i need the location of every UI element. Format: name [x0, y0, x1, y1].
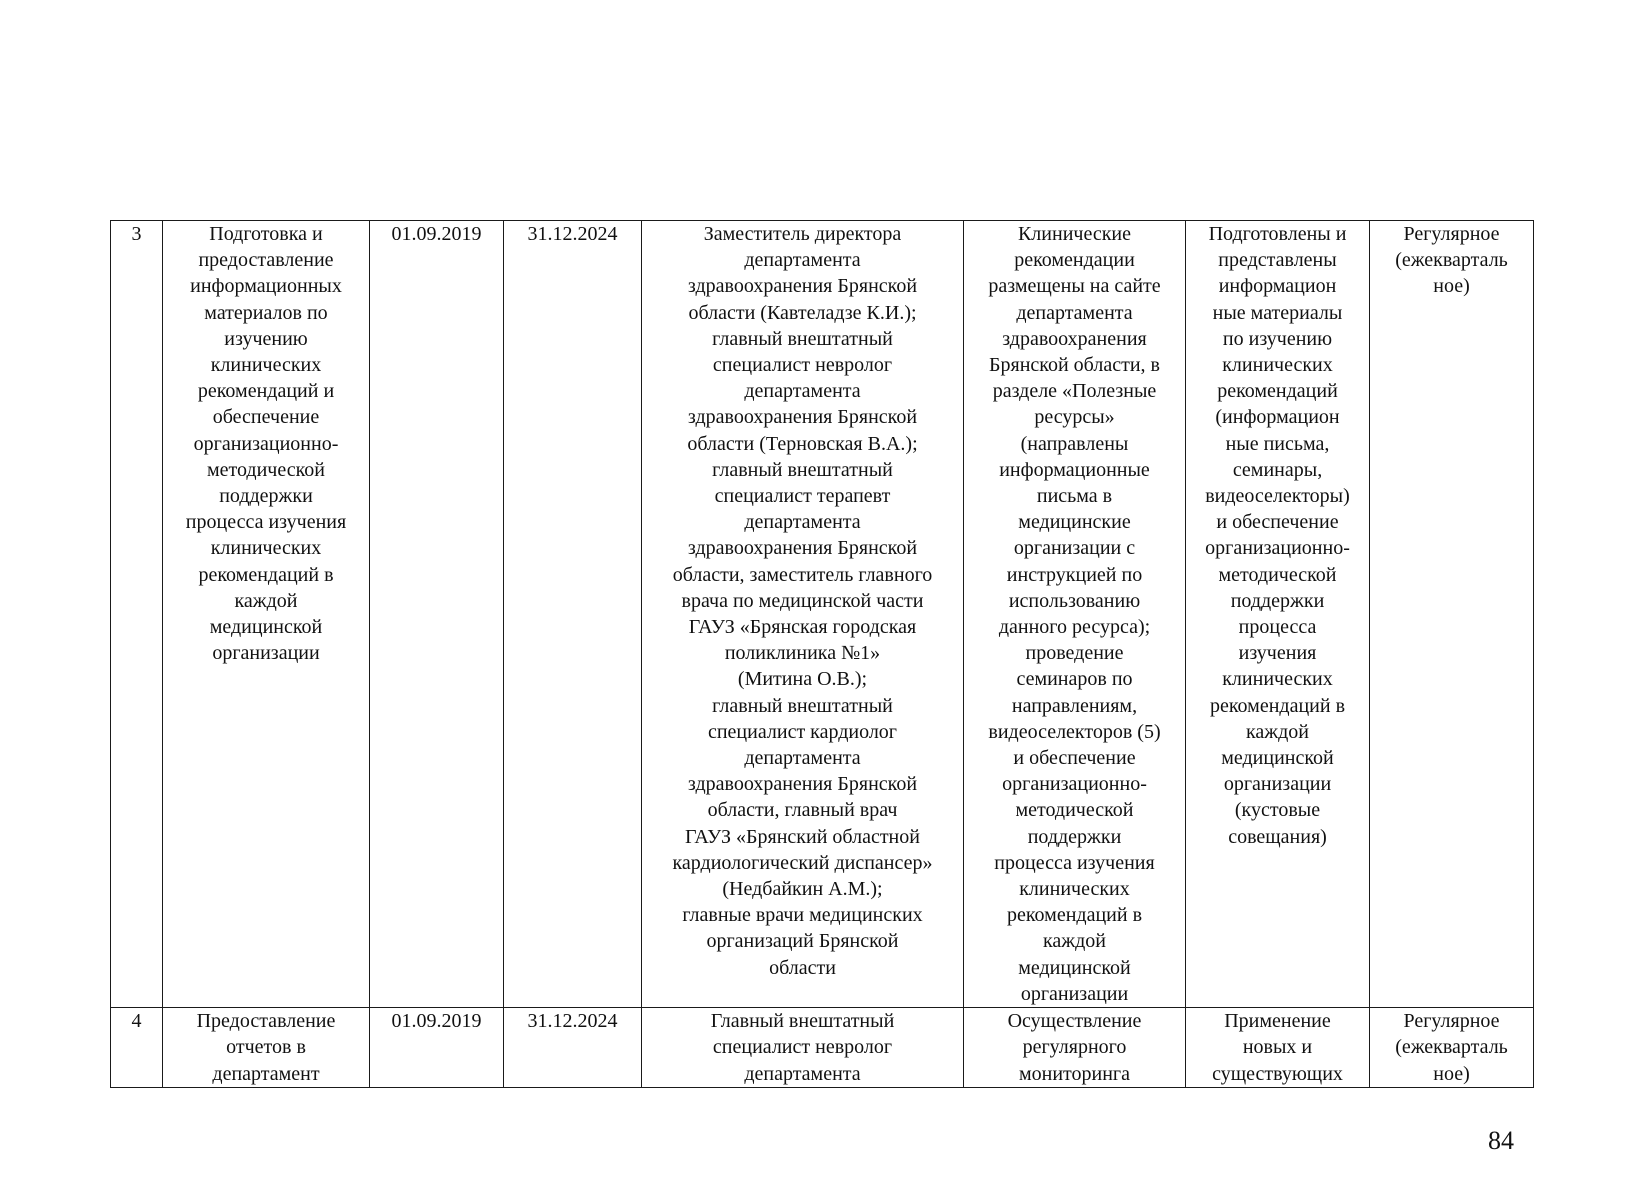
cell-text-line: инструкцией по	[1006, 563, 1143, 586]
row-number-cell: 4	[111, 1008, 163, 1088]
cell-text-line: медицинские	[1018, 511, 1131, 534]
cell-text-line: здравоохранения Брянской	[687, 275, 918, 298]
cell-text-line: каждой	[1246, 720, 1309, 743]
cell-text-line: главный внештатный	[712, 327, 893, 350]
cell-text-line: департамента	[744, 380, 861, 403]
cell-text-line: клинических	[210, 537, 322, 560]
cell-text-line: изучению	[224, 327, 308, 350]
cell-text-line: ное)	[1433, 1062, 1470, 1085]
cell-text-line: Главный внештатный	[710, 1010, 895, 1033]
cell-text-line: организационно-	[1002, 773, 1147, 796]
cell-text-line: области, заместитель главного	[672, 563, 933, 586]
cell-text-line: новых и	[1242, 1036, 1313, 1059]
cell-text-line: использованию	[1008, 589, 1141, 612]
cell-text-line: поддержки	[219, 485, 313, 508]
cell-text-line: Регулярное	[1403, 223, 1500, 245]
cell-text-line: (ежекварталь	[1395, 1036, 1508, 1059]
cell-text-line: организационно-	[193, 432, 339, 455]
cell-text-line: информационных	[190, 275, 342, 298]
cell-text-line: департамента	[744, 747, 861, 770]
cell-text-line: каждой	[234, 589, 298, 612]
cell-text-line: Применение	[1224, 1010, 1331, 1033]
cell-text-line: здравоохранения Брянской	[687, 773, 918, 796]
cell-text-line: Клинические	[1017, 223, 1132, 245]
cell-text-line: рекомендаций в	[1209, 694, 1346, 717]
cell-text-line: департамента	[1016, 301, 1133, 324]
activity-title-cell	[163, 1008, 370, 1088]
cell-text-line: специалист невролог	[712, 1036, 893, 1059]
cell-text-line: области, главный врач	[707, 799, 898, 822]
indicator-cell	[964, 1008, 1186, 1088]
cell-text-line: обеспечение	[212, 406, 320, 429]
cell-text-line: клинических	[210, 354, 322, 377]
activity-plan-sheet	[110, 220, 1533, 1087]
cell-text-line: (кустовые	[1234, 799, 1321, 822]
cell-text-line: существующих	[1212, 1062, 1343, 1085]
cell-text-line: ное)	[1433, 275, 1470, 298]
cell-text-line: организации	[212, 642, 320, 665]
cell-text-line: клинических	[1222, 668, 1333, 691]
cell-text-line: материалов по	[204, 301, 328, 324]
cell-text-line: Регулярное	[1403, 1010, 1500, 1033]
cell-text-line: Подготовлены и	[1208, 223, 1347, 245]
cell-text-line: направлениям,	[1011, 694, 1138, 717]
row-number-cell: 3	[111, 221, 163, 1008]
cell-text-line: специалист невролог	[712, 354, 893, 377]
cell-text-line: регулярного	[1022, 1036, 1127, 1059]
cell-text-line: ГАУЗ «Брянская городская	[688, 616, 917, 639]
cell-text-line: ресурсы»	[1034, 406, 1115, 429]
cell-text-line: проведение	[1025, 642, 1124, 665]
indicator-cell	[964, 221, 1186, 1008]
cell-text-line: (Митина О.В.);	[737, 668, 868, 691]
cell-text-line: видеоселекторы)	[1205, 485, 1350, 508]
frequency-cell	[1370, 221, 1534, 1008]
cell-text-line: главные врачи медицинских	[682, 904, 923, 927]
cell-text-line: главный внештатный	[712, 694, 893, 717]
cell-text-line: здравоохранения Брянской	[687, 406, 918, 429]
cell-text-line: мониторинга	[1018, 1062, 1131, 1085]
cell-text-line: рекомендаций	[1217, 380, 1338, 403]
cell-text-line: (направлены	[1020, 432, 1129, 455]
cell-text-line: методической	[1218, 563, 1337, 586]
cell-text-line: семинаров по	[1016, 668, 1133, 691]
cell-text-line: области (Терновская В.А.);	[687, 432, 918, 455]
cell-text-line: процесса изучения	[185, 511, 347, 534]
cell-text-line: ные письма,	[1225, 432, 1330, 455]
responsible-cell	[642, 1008, 964, 1088]
cell-text-line: кардиологический диспансер»	[672, 851, 933, 874]
cell-text-line: по изучению	[1222, 327, 1333, 350]
cell-text-line: видеоселекторов (5)	[988, 720, 1161, 743]
cell-text-line: Брянской области, в	[989, 354, 1160, 377]
cell-text-line: совещания)	[1228, 825, 1327, 848]
cell-text-line: семинары,	[1232, 458, 1323, 481]
cell-text-line: департамент	[212, 1062, 320, 1085]
table-row	[111, 221, 1534, 1008]
cell-text-line: области (Кавтеладзе К.И.);	[688, 301, 917, 324]
cell-text-line: рекомендации	[1014, 249, 1135, 272]
cell-text-line: департамента	[744, 1062, 861, 1085]
page-number: 84	[1488, 1126, 1514, 1155]
cell-text-line: медицинской	[1221, 747, 1334, 770]
activity-title-cell	[163, 221, 370, 1008]
cell-text-line: департамента	[744, 511, 861, 534]
cell-text-line: организаций Брянской	[706, 930, 899, 953]
cell-text-line: методической	[206, 458, 326, 481]
cell-text-line: информацион	[1218, 275, 1337, 298]
cell-text-line: области	[769, 956, 836, 979]
cell-text-line: Подготовка и	[209, 223, 323, 245]
cell-text-line: письма в	[1036, 485, 1113, 508]
result-cell	[1186, 221, 1370, 1008]
cell-text-line: департамента	[744, 249, 861, 272]
table-row	[111, 1008, 1534, 1088]
cell-text-line: (ежекварталь	[1395, 249, 1508, 272]
cell-text-line: организационно-	[1205, 537, 1350, 560]
result-cell	[1186, 1008, 1370, 1088]
cell-text-line: медицинской	[209, 616, 323, 639]
responsible-cell	[642, 221, 964, 1008]
cell-text-line: Заместитель директора	[703, 223, 902, 245]
cell-text-line: изучения	[1238, 642, 1317, 665]
cell-text-line: врача по медицинской части	[681, 589, 924, 612]
cell-text-line: ГАУЗ «Брянский областной	[685, 825, 920, 848]
cell-text-line: предоставление	[198, 249, 334, 272]
cell-text-line: клинических	[1222, 354, 1333, 377]
activity-plan-table	[110, 220, 1534, 1088]
cell-text-line: здравоохранения Брянской	[687, 537, 918, 560]
cell-text-line: каждой	[1043, 930, 1106, 953]
cell-text-line: поддержки	[1230, 589, 1325, 612]
cell-text-line: Предоставление	[196, 1010, 336, 1033]
cell-text-line: ные материалы	[1212, 301, 1343, 324]
start-date-cell: 01.09.2019	[370, 221, 504, 1008]
cell-text-line: процесса	[1238, 616, 1317, 639]
cell-text-line: (информацион	[1215, 406, 1340, 429]
cell-text-line: Осуществление	[1007, 1010, 1142, 1033]
cell-text-line: организации	[1020, 982, 1129, 1005]
cell-text-line: здравоохранения	[1002, 327, 1147, 350]
cell-text-line: организации с	[1013, 537, 1136, 560]
cell-text-line: медицинской	[1018, 956, 1131, 979]
cell-text-line: информационные	[999, 458, 1150, 481]
start-date-cell: 01.09.2019	[370, 1008, 504, 1088]
cell-text-line: рекомендаций в	[198, 563, 334, 586]
cell-text-line: и обеспечение	[1216, 511, 1339, 534]
cell-text-line: отчетов в	[226, 1036, 306, 1059]
cell-text-line: методической	[1015, 799, 1134, 822]
cell-text-line: специалист терапевт	[714, 485, 891, 508]
cell-text-line: представлены	[1218, 249, 1337, 272]
cell-text-line: поддержки	[1027, 825, 1122, 848]
frequency-cell	[1370, 1008, 1534, 1088]
table-body	[111, 221, 1534, 1088]
cell-text-line: организации	[1223, 773, 1332, 796]
cell-text-line: данного ресурса);	[998, 616, 1151, 639]
cell-text-line: разделе «Полезные	[992, 380, 1157, 403]
cell-text-line: и обеспечение	[1013, 747, 1136, 770]
cell-text-line: (Недбайкин А.М.);	[722, 878, 883, 901]
cell-text-line: клинических	[1019, 878, 1130, 901]
cell-text-line: рекомендаций и	[197, 380, 335, 403]
end-date-cell: 31.12.2024	[504, 221, 642, 1008]
cell-text-line: размещены на сайте	[988, 275, 1161, 298]
cell-text-line: поликлиника №1»	[724, 642, 881, 665]
cell-text-line: главный внештатный	[712, 458, 893, 481]
cell-text-line: специалист кардиолог	[707, 720, 898, 743]
end-date-cell: 31.12.2024	[504, 1008, 642, 1088]
cell-text-line: процесса изучения	[994, 851, 1155, 874]
cell-text-line: рекомендаций в	[1006, 904, 1143, 927]
